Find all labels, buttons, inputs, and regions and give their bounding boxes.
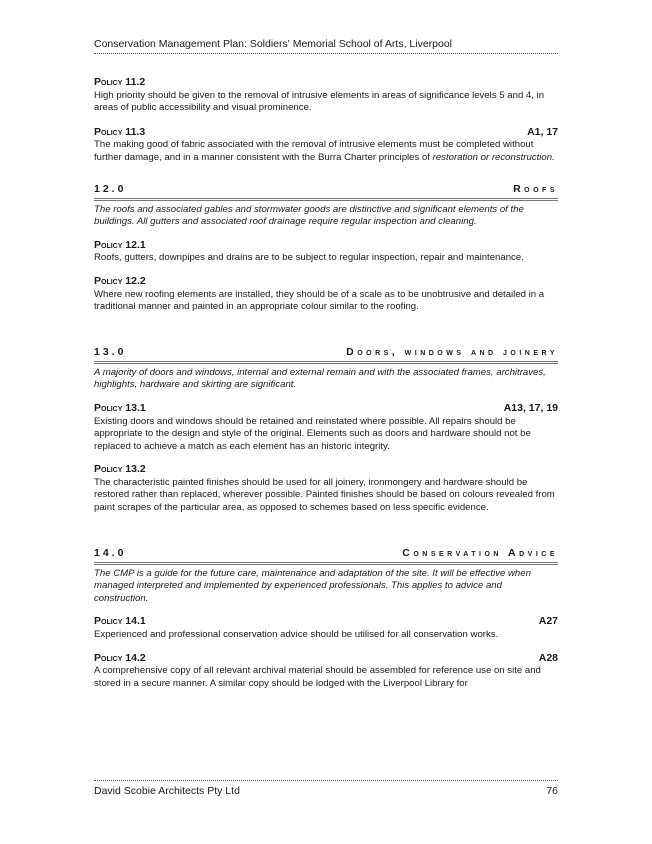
section-intro: The roofs and associated gables and stormwater goods are distinctive and significant elements of the buildings. All gutters and associated roof drainage require regular inspection and cleaning.: [94, 203, 524, 228]
footer-company: David Scobie Architects Pty Ltd: [94, 785, 240, 797]
section-12: [94, 183, 558, 314]
section-heading: [94, 183, 558, 201]
policy-14-1: [94, 615, 558, 641]
page-content: [94, 76, 558, 690]
policy-ref: A28: [538, 651, 558, 664]
policy-title: Policy 14.1: [94, 615, 146, 628]
policy-title: Policy 13.1: [94, 401, 146, 414]
policy-text: High priority should be given to the removal of intrusive elements in areas of significance levels 5 and 4, in areas of public accessibility and visual prominence.: [94, 89, 545, 114]
policy-text: Roofs, gutters, downpipes and drains are to be subject to regular inspection, repair and maintenance.: [94, 252, 524, 264]
policy-ref: A13, 17, 19: [503, 401, 558, 414]
policy-text: The making good of fabric associated with the removal of intrusive elements must be completed without further damage, and in a manner consistent with the Burra Charter principles of: [94, 139, 534, 163]
page-header: Conservation Management Plan: Soldiers' Memorial School of Arts, Liverpool: [94, 38, 558, 54]
section-number: 13.0: [94, 345, 127, 358]
page-footer: [94, 780, 558, 797]
policy-text: Experienced and professional conservation advice should be utilised for all conservation works.: [94, 629, 499, 641]
policy-ref: A27: [538, 615, 558, 628]
section-title: Conservation Advice: [402, 546, 558, 559]
policy-13-1: [94, 402, 558, 453]
policy-text-italic: restoration or reconstruction.: [432, 151, 555, 163]
policy-13-2: [94, 463, 558, 514]
policy-title: Policy 11.2: [94, 76, 146, 88]
policy-title: Policy 13.2: [94, 463, 146, 476]
section-number: 12.0: [94, 182, 127, 195]
policy-title: Policy 14.2: [94, 651, 146, 664]
policy-11-2: [94, 76, 558, 115]
policy-14-2: [94, 652, 558, 691]
section-13: [94, 346, 558, 515]
section-title: Roofs: [513, 182, 558, 195]
policy-12-2: [94, 275, 558, 314]
section-title: Doors, windows and joinery: [346, 345, 558, 358]
policy-text: Existing doors and windows should be retained and reinstated where possible. All repairs should be appropriate to the design and style of the original. Elements such as doors and hardware should not be replaced to achieve a match as each element has an historic integrity.: [94, 415, 531, 452]
policy-title: Policy 12.2: [94, 274, 146, 287]
section-14: [94, 547, 558, 691]
section-heading: [94, 547, 558, 565]
policy-title: Policy 12.1: [94, 238, 146, 251]
section-intro: The CMP is a guide for the future care, maintenance and adaptation of the site. It will be effective when managed interpreted and implemented by experienced professionals. This applies to advice and construction.: [94, 567, 531, 604]
policy-title: Policy 11.3: [94, 125, 146, 138]
page-number: 76: [546, 785, 558, 797]
section-number: 14.0: [94, 546, 127, 559]
policy-text: Where new roofing elements are installed, they should be of a scale as to be unobtrusive and detailed in a traditional manner and painted in an appropriate colour similar to the roofing.: [94, 288, 545, 313]
policy-text: The characteristic painted finishes should be used for all joinery, ironmongery and hardware should be restored rather than replaced, wherever possible. Painted finishes should be based on colours revealed from paint scrapes of the particular area, as opposed to schemes based on less specific evidence.: [94, 476, 555, 514]
section-heading: [94, 346, 558, 364]
policy-12-1: [94, 239, 558, 265]
section-intro: A majority of doors and windows, internal and external remain and with the associated frames, architraves, highlights, hardware and skirting are significant.: [94, 366, 546, 391]
policy-11-3: [94, 126, 558, 165]
policy-ref: A1, 17: [527, 125, 558, 138]
policy-text: A comprehensive copy of all relevant archival material should be assembled for reference use on site and stored in a secure manner. A similar copy should be lodged with the Liverpool Library for: [94, 665, 541, 689]
